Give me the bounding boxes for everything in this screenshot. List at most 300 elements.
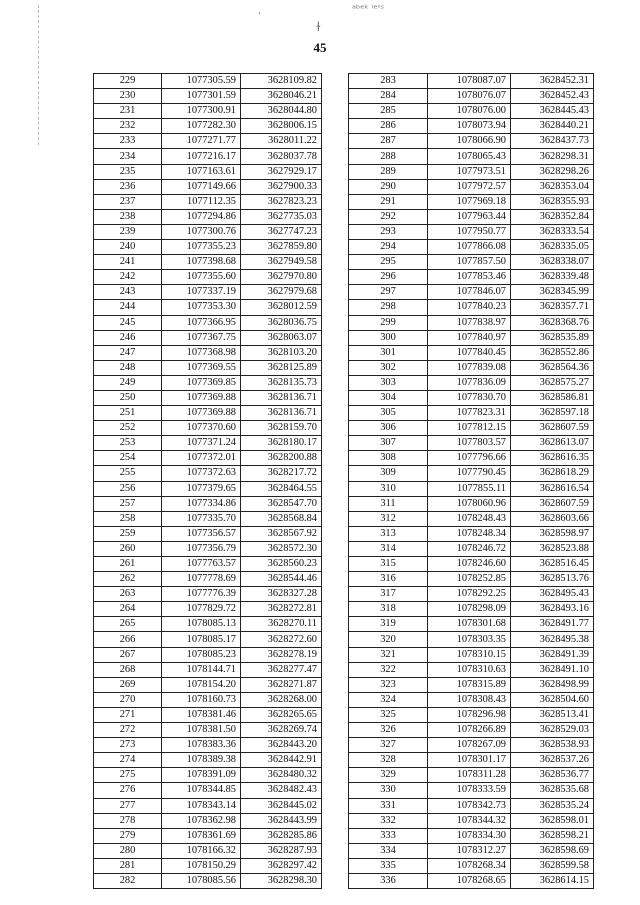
table-row	[94, 436, 322, 451]
x-coordinate-cell: 1077356.57	[162, 526, 241, 541]
table-row	[349, 496, 594, 511]
y-coordinate-cell: 3628125.89	[241, 360, 322, 375]
point-number-cell: 259	[94, 526, 162, 541]
point-number-cell: 285	[349, 104, 428, 119]
y-coordinate-cell: 3628516.45	[511, 557, 594, 572]
y-coordinate-cell: 3628271.87	[241, 677, 322, 692]
point-number-cell: 309	[349, 466, 428, 481]
table-row	[349, 330, 594, 345]
table-row	[94, 164, 322, 179]
point-number-cell: 239	[94, 224, 162, 239]
point-number-cell: 330	[349, 783, 428, 798]
x-coordinate-cell: 1078381.46	[162, 707, 241, 722]
x-coordinate-cell: 1077337.19	[162, 285, 241, 300]
point-number-cell: 267	[94, 647, 162, 662]
point-number-cell: 262	[94, 572, 162, 587]
point-number-cell: 328	[349, 753, 428, 768]
page-number: 45	[313, 40, 327, 55]
table-row	[349, 632, 594, 647]
y-coordinate-cell: 3628103.20	[241, 345, 322, 360]
table-row	[349, 541, 594, 556]
x-coordinate-cell: 1077366.95	[162, 315, 241, 330]
point-number-cell: 290	[349, 179, 428, 194]
table-row	[349, 390, 594, 405]
x-coordinate-cell: 1077368.98	[162, 345, 241, 360]
x-coordinate-cell: 1077963.44	[428, 209, 511, 224]
table-row	[94, 753, 322, 768]
y-coordinate-cell: 3628616.35	[511, 451, 594, 466]
table-row	[94, 240, 322, 255]
point-number-cell: 326	[349, 723, 428, 738]
table-row	[349, 375, 594, 390]
y-coordinate-cell: 3628443.99	[241, 813, 322, 828]
point-number-cell: 298	[349, 300, 428, 315]
x-coordinate-cell: 1077334.86	[162, 496, 241, 511]
point-number-cell: 258	[94, 511, 162, 526]
point-number-cell: 315	[349, 557, 428, 572]
x-coordinate-cell: 1078381.50	[162, 723, 241, 738]
y-coordinate-cell: 3627949.58	[241, 255, 322, 270]
x-coordinate-cell: 1078344.32	[428, 813, 511, 828]
table-row	[349, 194, 594, 209]
y-coordinate-cell: 3628368.76	[511, 315, 594, 330]
table-row	[94, 360, 322, 375]
y-coordinate-cell: 3628535.89	[511, 330, 594, 345]
table-row	[94, 481, 322, 496]
table-row	[349, 647, 594, 662]
point-number-cell: 313	[349, 526, 428, 541]
x-coordinate-cell: 1078333.59	[428, 783, 511, 798]
table-row	[94, 511, 322, 526]
x-coordinate-cell: 1077305.59	[162, 74, 241, 89]
table-row	[94, 285, 322, 300]
table-row	[349, 572, 594, 587]
table-row	[94, 345, 322, 360]
point-number-cell: 333	[349, 828, 428, 843]
y-coordinate-cell: 3628338.07	[511, 255, 594, 270]
point-number-cell: 291	[349, 194, 428, 209]
x-coordinate-cell: 1077149.66	[162, 179, 241, 194]
table-row	[349, 768, 594, 783]
table-row	[94, 300, 322, 315]
x-coordinate-cell: 1078166.32	[162, 843, 241, 858]
y-coordinate-cell: 3628603.66	[511, 511, 594, 526]
point-number-cell: 283	[349, 74, 428, 89]
x-coordinate-cell: 1078076.00	[428, 104, 511, 119]
point-number-cell: 255	[94, 466, 162, 481]
table-body	[349, 74, 594, 889]
x-coordinate-cell: 1078246.60	[428, 557, 511, 572]
x-coordinate-cell: 1077857.50	[428, 255, 511, 270]
point-number-cell: 334	[349, 843, 428, 858]
x-coordinate-cell: 1078310.15	[428, 647, 511, 662]
y-coordinate-cell: 3628598.97	[511, 526, 594, 541]
table-row	[349, 617, 594, 632]
table-row	[349, 707, 594, 722]
point-number-cell: 278	[94, 813, 162, 828]
y-coordinate-cell: 3628564.36	[511, 360, 594, 375]
point-number-cell: 321	[349, 647, 428, 662]
table-row	[349, 526, 594, 541]
y-coordinate-cell: 3628298.31	[511, 149, 594, 164]
point-number-cell: 293	[349, 224, 428, 239]
point-number-cell: 279	[94, 828, 162, 843]
table-body	[94, 74, 322, 889]
y-coordinate-cell: 3628269.74	[241, 723, 322, 738]
y-coordinate-cell: 3628136.71	[241, 390, 322, 405]
table-row	[349, 858, 594, 873]
point-number-cell: 232	[94, 119, 162, 134]
table-row	[94, 104, 322, 119]
point-number-cell: 264	[94, 602, 162, 617]
y-coordinate-cell: 3628159.70	[241, 421, 322, 436]
table-row	[94, 149, 322, 164]
y-coordinate-cell: 3628513.41	[511, 707, 594, 722]
x-coordinate-cell: 1077778.69	[162, 572, 241, 587]
point-number-cell: 316	[349, 572, 428, 587]
x-coordinate-cell: 1077776.39	[162, 587, 241, 602]
table-row	[349, 240, 594, 255]
y-coordinate-cell: 3628537.26	[511, 753, 594, 768]
point-number-cell: 304	[349, 390, 428, 405]
y-coordinate-cell: 3628597.18	[511, 406, 594, 421]
table-row	[349, 466, 594, 481]
table-row	[94, 783, 322, 798]
y-coordinate-cell: 3627735.03	[241, 209, 322, 224]
y-coordinate-cell: 3628277.47	[241, 662, 322, 677]
table-row	[94, 89, 322, 104]
x-coordinate-cell: 1078267.09	[428, 738, 511, 753]
y-coordinate-cell: 3628493.16	[511, 602, 594, 617]
table-row	[349, 828, 594, 843]
x-coordinate-cell: 1077763.57	[162, 557, 241, 572]
table-row	[94, 194, 322, 209]
y-coordinate-cell: 3628616.54	[511, 481, 594, 496]
scan-edge-rule	[38, 5, 39, 145]
x-coordinate-cell: 1078252.85	[428, 572, 511, 587]
x-coordinate-cell: 1078266.89	[428, 723, 511, 738]
point-number-cell: 270	[94, 692, 162, 707]
table-row	[349, 587, 594, 602]
table-row	[94, 873, 322, 888]
point-number-cell: 325	[349, 707, 428, 722]
point-number-cell: 273	[94, 738, 162, 753]
table-row	[94, 738, 322, 753]
table-row	[94, 406, 322, 421]
table-row	[94, 617, 322, 632]
table-row	[349, 149, 594, 164]
y-coordinate-cell: 3628353.04	[511, 179, 594, 194]
y-coordinate-cell: 3628535.24	[511, 798, 594, 813]
y-coordinate-cell: 3628567.92	[241, 526, 322, 541]
table-row	[349, 738, 594, 753]
x-coordinate-cell: 1078315.89	[428, 677, 511, 692]
x-coordinate-cell: 1077973.51	[428, 164, 511, 179]
point-number-cell: 229	[94, 74, 162, 89]
x-coordinate-cell: 1077838.97	[428, 315, 511, 330]
y-coordinate-cell: 3628046.21	[241, 89, 322, 104]
y-coordinate-cell: 3628535.68	[511, 783, 594, 798]
x-coordinate-cell: 1077369.88	[162, 390, 241, 405]
point-number-cell: 254	[94, 451, 162, 466]
point-number-cell: 246	[94, 330, 162, 345]
y-coordinate-cell: 3628352.84	[511, 209, 594, 224]
table-row	[349, 360, 594, 375]
table-row	[349, 209, 594, 224]
point-number-cell: 240	[94, 240, 162, 255]
point-number-cell: 261	[94, 557, 162, 572]
table-row	[349, 511, 594, 526]
x-coordinate-cell: 1078085.56	[162, 873, 241, 888]
table-row	[349, 692, 594, 707]
y-coordinate-cell: 3628452.31	[511, 74, 594, 89]
table-row	[349, 119, 594, 134]
table-row	[94, 798, 322, 813]
x-coordinate-cell: 1078144.71	[162, 662, 241, 677]
table-row	[349, 421, 594, 436]
table-row	[94, 74, 322, 89]
table-row	[349, 104, 594, 119]
x-coordinate-cell: 1078268.65	[428, 873, 511, 888]
point-number-cell: 269	[94, 677, 162, 692]
point-number-cell: 242	[94, 270, 162, 285]
x-coordinate-cell: 1077216.17	[162, 149, 241, 164]
table-row	[349, 436, 594, 451]
x-coordinate-cell: 1077300.91	[162, 104, 241, 119]
y-coordinate-cell: 3628357.71	[511, 300, 594, 315]
x-coordinate-cell: 1077840.97	[428, 330, 511, 345]
x-coordinate-cell: 1077830.70	[428, 390, 511, 405]
y-coordinate-cell: 3628599.58	[511, 858, 594, 873]
point-number-cell: 282	[94, 873, 162, 888]
point-number-cell: 276	[94, 783, 162, 798]
point-number-cell: 238	[94, 209, 162, 224]
x-coordinate-cell: 1077335.70	[162, 511, 241, 526]
table-row	[349, 345, 594, 360]
point-number-cell: 324	[349, 692, 428, 707]
y-coordinate-cell: 3628495.43	[511, 587, 594, 602]
table-row	[94, 602, 322, 617]
table-row	[349, 813, 594, 828]
scan-speck: ʹ	[258, 12, 261, 23]
point-number-cell: 277	[94, 798, 162, 813]
point-number-cell: 302	[349, 360, 428, 375]
y-coordinate-cell: 3628265.65	[241, 707, 322, 722]
x-coordinate-cell: 1077950.77	[428, 224, 511, 239]
table-row	[94, 270, 322, 285]
point-number-cell: 299	[349, 315, 428, 330]
table-row	[349, 451, 594, 466]
point-number-cell: 287	[349, 134, 428, 149]
point-number-cell: 280	[94, 843, 162, 858]
y-coordinate-cell: 3628012.59	[241, 300, 322, 315]
x-coordinate-cell: 1077163.61	[162, 164, 241, 179]
y-coordinate-cell: 3628180.17	[241, 436, 322, 451]
x-coordinate-cell: 1077823.31	[428, 406, 511, 421]
point-number-cell: 335	[349, 858, 428, 873]
point-number-cell: 301	[349, 345, 428, 360]
table-row	[94, 330, 322, 345]
point-number-cell: 253	[94, 436, 162, 451]
y-coordinate-cell: 3628442.91	[241, 753, 322, 768]
table-row	[94, 557, 322, 572]
y-coordinate-cell: 3628613.07	[511, 436, 594, 451]
x-coordinate-cell: 1078383.36	[162, 738, 241, 753]
y-coordinate-cell: 3628355.93	[511, 194, 594, 209]
table-row	[94, 451, 322, 466]
table-row	[349, 179, 594, 194]
x-coordinate-cell: 1078311.28	[428, 768, 511, 783]
point-number-cell: 260	[94, 541, 162, 556]
y-coordinate-cell: 3627823.23	[241, 194, 322, 209]
y-coordinate-cell: 3628495.38	[511, 632, 594, 647]
point-number-cell: 241	[94, 255, 162, 270]
table-row	[349, 74, 594, 89]
x-coordinate-cell: 1078310.63	[428, 662, 511, 677]
point-number-cell: 281	[94, 858, 162, 873]
table-row	[94, 466, 322, 481]
table-row	[349, 270, 594, 285]
x-coordinate-cell: 1078342.73	[428, 798, 511, 813]
header-scan-marks: ᵃᵇᵉᵏ ˡᵉ'ˢ	[352, 4, 385, 15]
x-coordinate-cell: 1077803.57	[428, 436, 511, 451]
y-coordinate-cell: 3628452.43	[511, 89, 594, 104]
table-row	[94, 858, 322, 873]
point-number-cell: 323	[349, 677, 428, 692]
point-number-cell: 311	[349, 496, 428, 511]
x-coordinate-cell: 1078085.17	[162, 632, 241, 647]
x-coordinate-cell: 1077353.30	[162, 300, 241, 315]
point-number-cell: 329	[349, 768, 428, 783]
x-coordinate-cell: 1077294.86	[162, 209, 241, 224]
x-coordinate-cell: 1077300.76	[162, 224, 241, 239]
point-number-cell: 289	[349, 164, 428, 179]
table-row	[94, 677, 322, 692]
table-row	[94, 632, 322, 647]
point-number-cell: 294	[349, 240, 428, 255]
table-row	[94, 692, 322, 707]
x-coordinate-cell: 1077356.79	[162, 541, 241, 556]
x-coordinate-cell: 1077369.88	[162, 406, 241, 421]
table-row	[94, 541, 322, 556]
table-row	[94, 828, 322, 843]
x-coordinate-cell: 1077370.60	[162, 421, 241, 436]
y-coordinate-cell: 3628498.99	[511, 677, 594, 692]
point-number-cell: 308	[349, 451, 428, 466]
y-coordinate-cell: 3628285.86	[241, 828, 322, 843]
table-row	[94, 421, 322, 436]
table-row	[94, 209, 322, 224]
y-coordinate-cell: 3628536.77	[511, 768, 594, 783]
x-coordinate-cell: 1077796.66	[428, 451, 511, 466]
y-coordinate-cell: 3628335.05	[511, 240, 594, 255]
y-coordinate-cell: 3628278.19	[241, 647, 322, 662]
x-coordinate-cell: 1078154.20	[162, 677, 241, 692]
x-coordinate-cell: 1077846.07	[428, 285, 511, 300]
x-coordinate-cell: 1077355.60	[162, 270, 241, 285]
x-coordinate-cell: 1077972.57	[428, 179, 511, 194]
y-coordinate-cell: 3628445.43	[511, 104, 594, 119]
y-coordinate-cell: 3628586.81	[511, 390, 594, 405]
table-row	[94, 587, 322, 602]
y-coordinate-cell: 3628272.60	[241, 632, 322, 647]
point-number-cell: 249	[94, 375, 162, 390]
y-coordinate-cell: 3628491.10	[511, 662, 594, 677]
x-coordinate-cell: 1078066.90	[428, 134, 511, 149]
table-row	[349, 134, 594, 149]
x-coordinate-cell: 1078292.25	[428, 587, 511, 602]
y-coordinate-cell: 3628464.55	[241, 481, 322, 496]
point-number-cell: 248	[94, 360, 162, 375]
y-coordinate-cell: 3628298.26	[511, 164, 594, 179]
x-coordinate-cell: 1078150.29	[162, 858, 241, 873]
y-coordinate-cell: 3627979.68	[241, 285, 322, 300]
point-number-cell: 319	[349, 617, 428, 632]
y-coordinate-cell: 3627747.23	[241, 224, 322, 239]
point-number-cell: 256	[94, 481, 162, 496]
point-number-cell: 230	[94, 89, 162, 104]
point-number-cell: 233	[94, 134, 162, 149]
x-coordinate-cell: 1077282.30	[162, 119, 241, 134]
x-coordinate-cell: 1077840.23	[428, 300, 511, 315]
table-row	[349, 557, 594, 572]
y-coordinate-cell: 3628482.43	[241, 783, 322, 798]
point-number-cell: 265	[94, 617, 162, 632]
table-row	[94, 723, 322, 738]
x-coordinate-cell: 1078308.43	[428, 692, 511, 707]
point-number-cell: 322	[349, 662, 428, 677]
point-number-cell: 303	[349, 375, 428, 390]
point-number-cell: 307	[349, 436, 428, 451]
point-number-cell: 266	[94, 632, 162, 647]
y-coordinate-cell: 3628440.21	[511, 119, 594, 134]
point-number-cell: 235	[94, 164, 162, 179]
y-coordinate-cell: 3627859.80	[241, 240, 322, 255]
point-number-cell: 268	[94, 662, 162, 677]
x-coordinate-cell: 1077840.45	[428, 345, 511, 360]
x-coordinate-cell: 1078298.09	[428, 602, 511, 617]
y-coordinate-cell: 3628443.20	[241, 738, 322, 753]
scan-speck: ɫ	[316, 20, 321, 34]
y-coordinate-cell: 3628011.22	[241, 134, 322, 149]
x-coordinate-cell: 1078065.43	[428, 149, 511, 164]
y-coordinate-cell: 3628327.28	[241, 587, 322, 602]
table-row	[349, 89, 594, 104]
y-coordinate-cell: 3628268.00	[241, 692, 322, 707]
x-coordinate-cell: 1078085.23	[162, 647, 241, 662]
y-coordinate-cell: 3628538.93	[511, 738, 594, 753]
y-coordinate-cell: 3628513.76	[511, 572, 594, 587]
x-coordinate-cell: 1078303.35	[428, 632, 511, 647]
table-row	[349, 753, 594, 768]
table-row	[94, 255, 322, 270]
y-coordinate-cell: 3628504.60	[511, 692, 594, 707]
y-coordinate-cell: 3628523.88	[511, 541, 594, 556]
point-number-cell: 318	[349, 602, 428, 617]
table-row	[94, 375, 322, 390]
x-coordinate-cell: 1078085.13	[162, 617, 241, 632]
y-coordinate-cell: 3628598.69	[511, 843, 594, 858]
y-coordinate-cell: 3628270.11	[241, 617, 322, 632]
y-coordinate-cell: 3628607.59	[511, 496, 594, 511]
table-row	[94, 813, 322, 828]
point-number-cell: 234	[94, 149, 162, 164]
y-coordinate-cell: 3628491.77	[511, 617, 594, 632]
table-row	[94, 179, 322, 194]
x-coordinate-cell: 1077829.72	[162, 602, 241, 617]
point-number-cell: 336	[349, 873, 428, 888]
x-coordinate-cell: 1077355.23	[162, 240, 241, 255]
